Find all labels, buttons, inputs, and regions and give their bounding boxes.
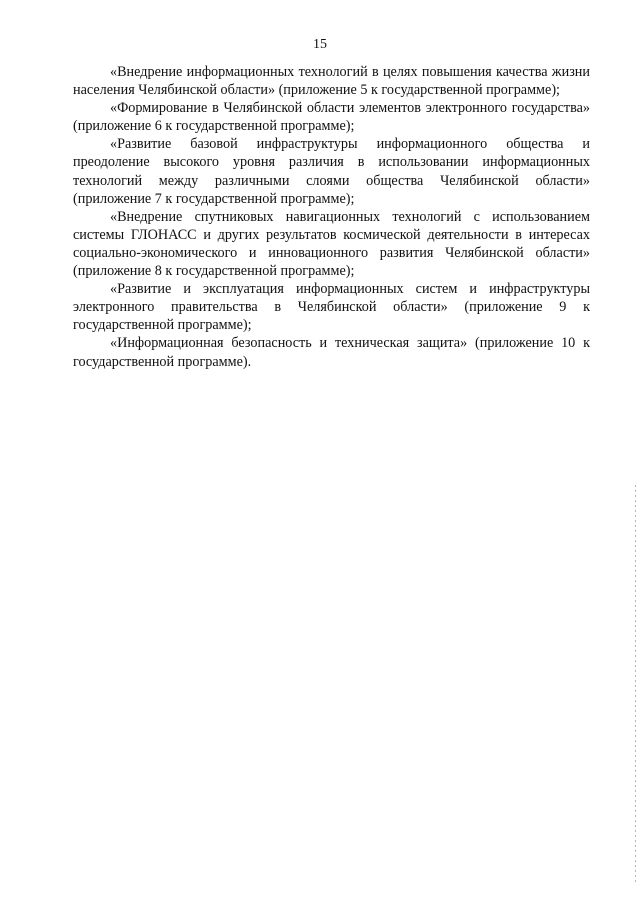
paragraph-appendix-9: «Развитие и эксплуатация информационных систем и инфраструктуры электронного правительства в Челябинской области» (приложение 9 к государственной программе);: [73, 281, 590, 334]
document-body: [73, 63, 590, 371]
scan-edge-artifact: [635, 485, 636, 885]
paragraph-appendix-7: «Развитие базовой инфраструктуры информационного общества и преодоление высокого уровня различия в использовании информационных технологий между различными слоями общества Челябинской области» (приложение 7 к государственной программе);: [73, 136, 590, 207]
page-number: 15: [313, 37, 327, 52]
paragraph-appendix-5: «Внедрение информационных технологий в целях повышения качества жизни населения Челябинской области» (приложение 5 к государственной программе);: [73, 64, 590, 99]
paragraph-appendix-10: «Информационная безопасность и техническая защита» (приложение 10 к государственной программе).: [73, 335, 590, 370]
paragraph-appendix-8: «Внедрение спутниковых навигационных технологий с использованием системы ГЛОНАСС и других результатов космической деятельности в интересах социально-экономического и инновационного развития Челябинской области» (приложение 8 к государственной программе);: [73, 208, 590, 280]
paragraph-appendix-6: «Формирование в Челябинской области элементов электронного государства» (приложение 6 к государственной программе);: [73, 100, 590, 135]
